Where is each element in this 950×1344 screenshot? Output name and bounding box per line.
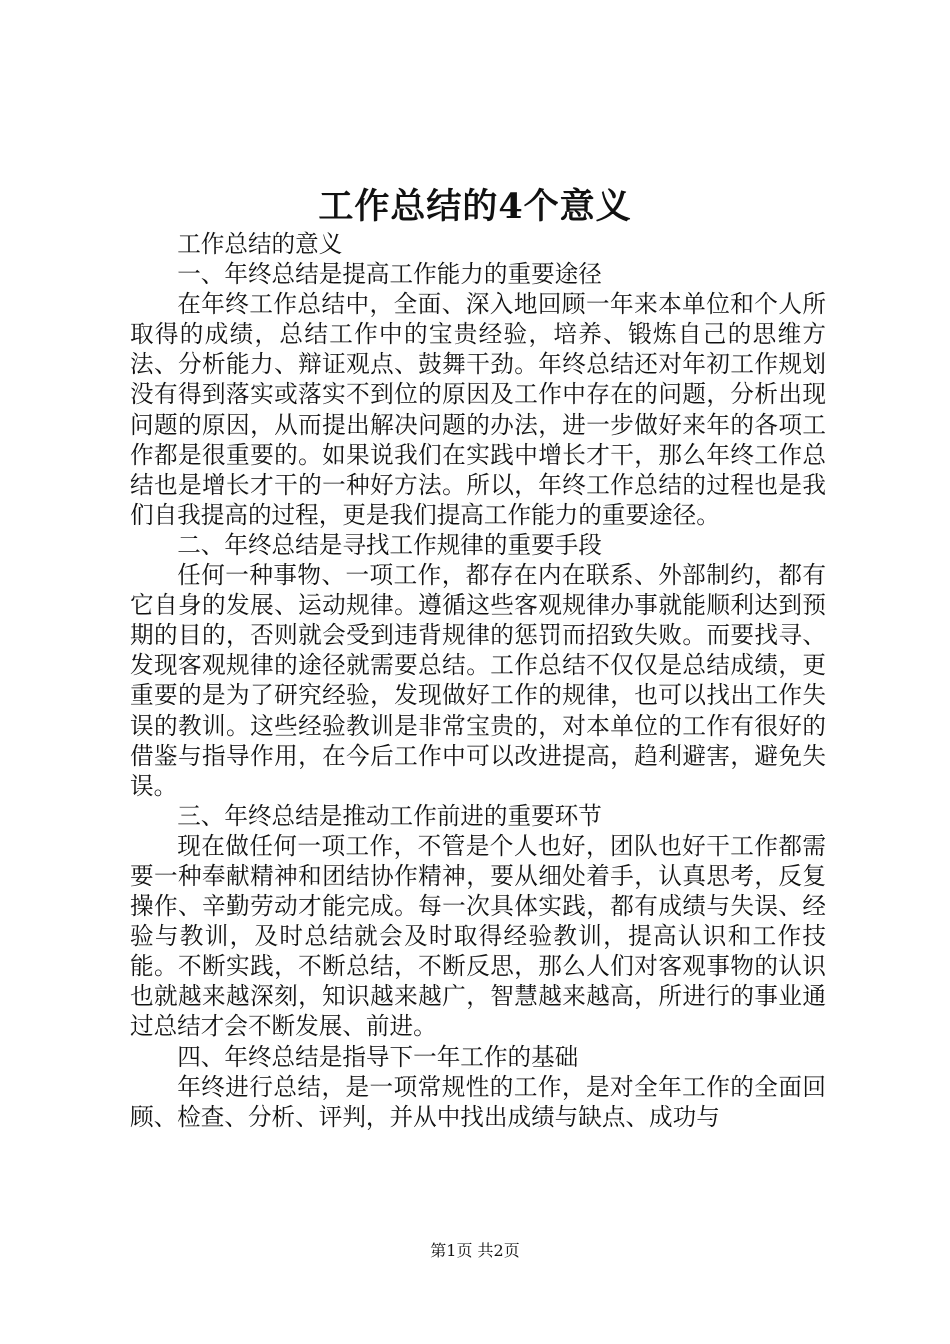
paragraph-intro: 工作总结的意义 xyxy=(177,230,343,258)
heading-section-4: 四、年终总结是指导下一年工作的基础 xyxy=(177,1042,579,1071)
paragraph-section-1: 在年终工作总结中，全面、深入地回顾一年来本单位和个人所取得的成绩，总结工作中的宝贵经验，培养、锻炼自己的思维方法、分析能力、辩证观点、鼓舞干劲。年终总结还对年初工作规划没有得到落实或落实不到位的原因及工作中存在的问题，分析出现问题的原因，从而提出解决问题的办法，进一步做好来年的各项工作都是很重要的。如果说我们在实践中增长才干，那么年终工作总结也是增长才干的一种好方法。所以，年终工作总结的过程也是我们自我提高的过程，更是我们提高工作能力的重要途径。 xyxy=(130,290,826,529)
paragraph-section-3: 现在做任何一项工作，不管是个人也好，团队也好干工作都需要一种奉献精神和团结协作精神，要从细处着手，认真思考，反复操作、辛勤劳动才能完成。每一次具体实践，都有成绩与失误、经验与教训，及时总结就会及时取得经验教训，提高认识和工作技能。不断实践，不断总结，不断反思，那么人们对客观事物的认识也就越来越深刻，知识越来越广，智慧越来越高，所进行的事业通过总结才会不断发展、前进。 xyxy=(130,831,826,1041)
heading-section-3: 三、年终总结是推动工作前进的重要环节 xyxy=(177,801,602,830)
heading-section-2: 二、年终总结是寻找工作规律的重要手段 xyxy=(177,530,602,559)
paragraph-section-2: 任何一种事物、一项工作，都存在内在联系、外部制约，都有它自身的发展、运动规律。遵循这些客观规律办事就能顺利达到预期的目的，否则就会受到违背规律的惩罚而招致失败。而要找寻、发现客观规律的途径就需要总结。工作总结不仅仅是总结成绩，更重要的是为了研究经验，发现做好工作的规律，也可以找出工作失误的教训。这些经验教训是非常宝贵的，对本单位的工作有很好的借鉴与指导作用，在今后工作中可以改进提高，趋利避害，避免失误。 xyxy=(130,561,826,800)
page-number-footer: 第1页 共2页 xyxy=(430,1241,520,1260)
heading-section-1: 一、年终总结是提高工作能力的重要途径 xyxy=(177,260,602,289)
paragraph-section-4: 年终进行总结，是一项常规性的工作，是对全年工作的全面回顾、检查、分析、评判，并从中找出成绩与缺点、成功与 xyxy=(130,1072,826,1131)
document-body xyxy=(130,229,826,1132)
document-title: 工作总结的4个意义 xyxy=(318,186,632,227)
